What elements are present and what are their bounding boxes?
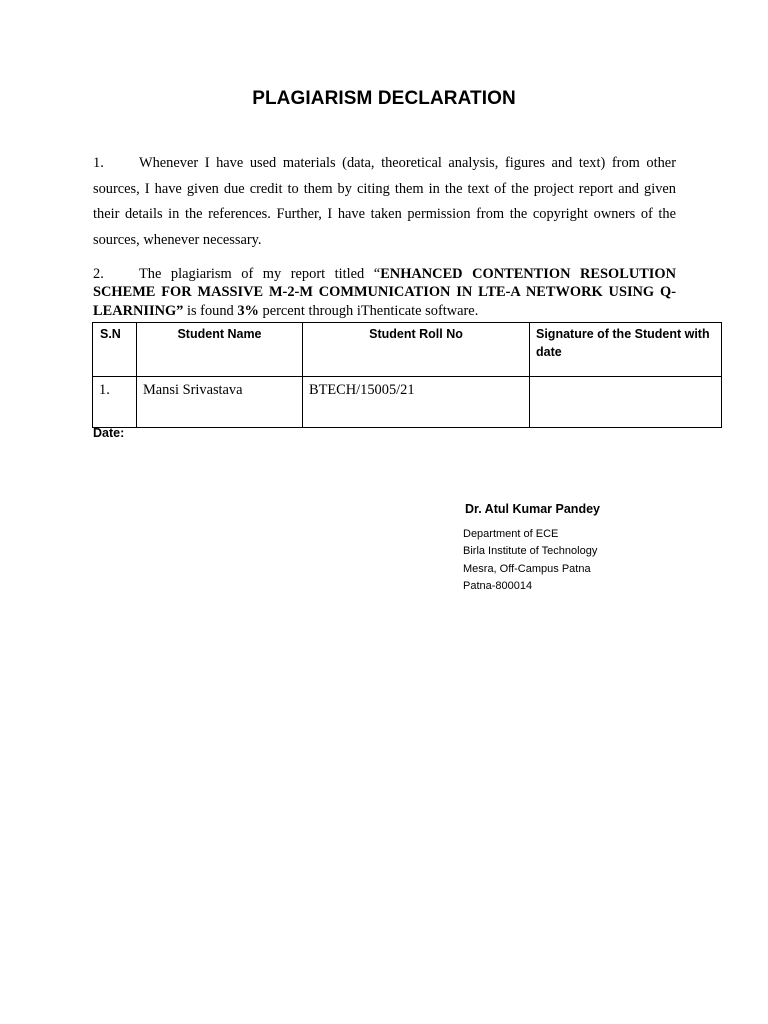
header-sn: S.N	[93, 323, 137, 377]
cell-student-name: Mansi Srivastava	[137, 377, 303, 428]
report-title: ENHANCED CONTENTION RESOLUTION SCHEME FOR MASSIVE M-2-M COMMUNICATION IN LTE-A NETWORK USING Q-LEARNIING”	[93, 266, 676, 319]
table-row	[93, 377, 722, 428]
signatory-name: Dr. Atul Kumar Pandey	[465, 502, 600, 516]
point-1-text: Whenever I have used materials (data, theoretical analysis, figures and text) from other sources, I have given due credit to them by citing them in the text of the project report and given their details in the references. Further, I have taken permission from the copyright owners of the sources, whenever necessary.	[93, 155, 676, 248]
signatory-institute: Birla Institute of Technology	[463, 545, 598, 558]
point-2-number: 2.	[93, 266, 104, 282]
page-title: PLAGIARISM DECLARATION	[252, 88, 516, 109]
signatory-address	[463, 526, 597, 595]
student-table	[92, 322, 722, 428]
header-signature: Signature of the Student with date	[530, 323, 722, 377]
cell-sn: 1.	[93, 377, 137, 428]
plagiarism-percent: 3%	[237, 302, 259, 319]
header-roll-no: Student Roll No	[303, 323, 530, 377]
declaration-point-2	[93, 265, 676, 320]
header-student-name: Student Name	[137, 323, 303, 377]
point-1-number: 1.	[93, 155, 104, 171]
point-2-suffix: percent through iThenticate software.	[258, 302, 479, 319]
signatory-department: Department of ECE	[463, 528, 559, 540]
signatory-city: Patna-800014	[463, 579, 533, 592]
signatory-campus: Mesra, Off-Campus Patna	[463, 562, 591, 575]
cell-roll-no: BTECH/15005/21	[303, 377, 530, 428]
declaration-point-1	[93, 151, 676, 253]
table-header-row	[93, 323, 722, 377]
point-2-prefix: The plagiarism of my report titled “	[139, 266, 381, 282]
cell-signature	[530, 377, 722, 428]
point-2-mid: is found	[183, 302, 238, 319]
date-label: Date:	[93, 426, 125, 440]
